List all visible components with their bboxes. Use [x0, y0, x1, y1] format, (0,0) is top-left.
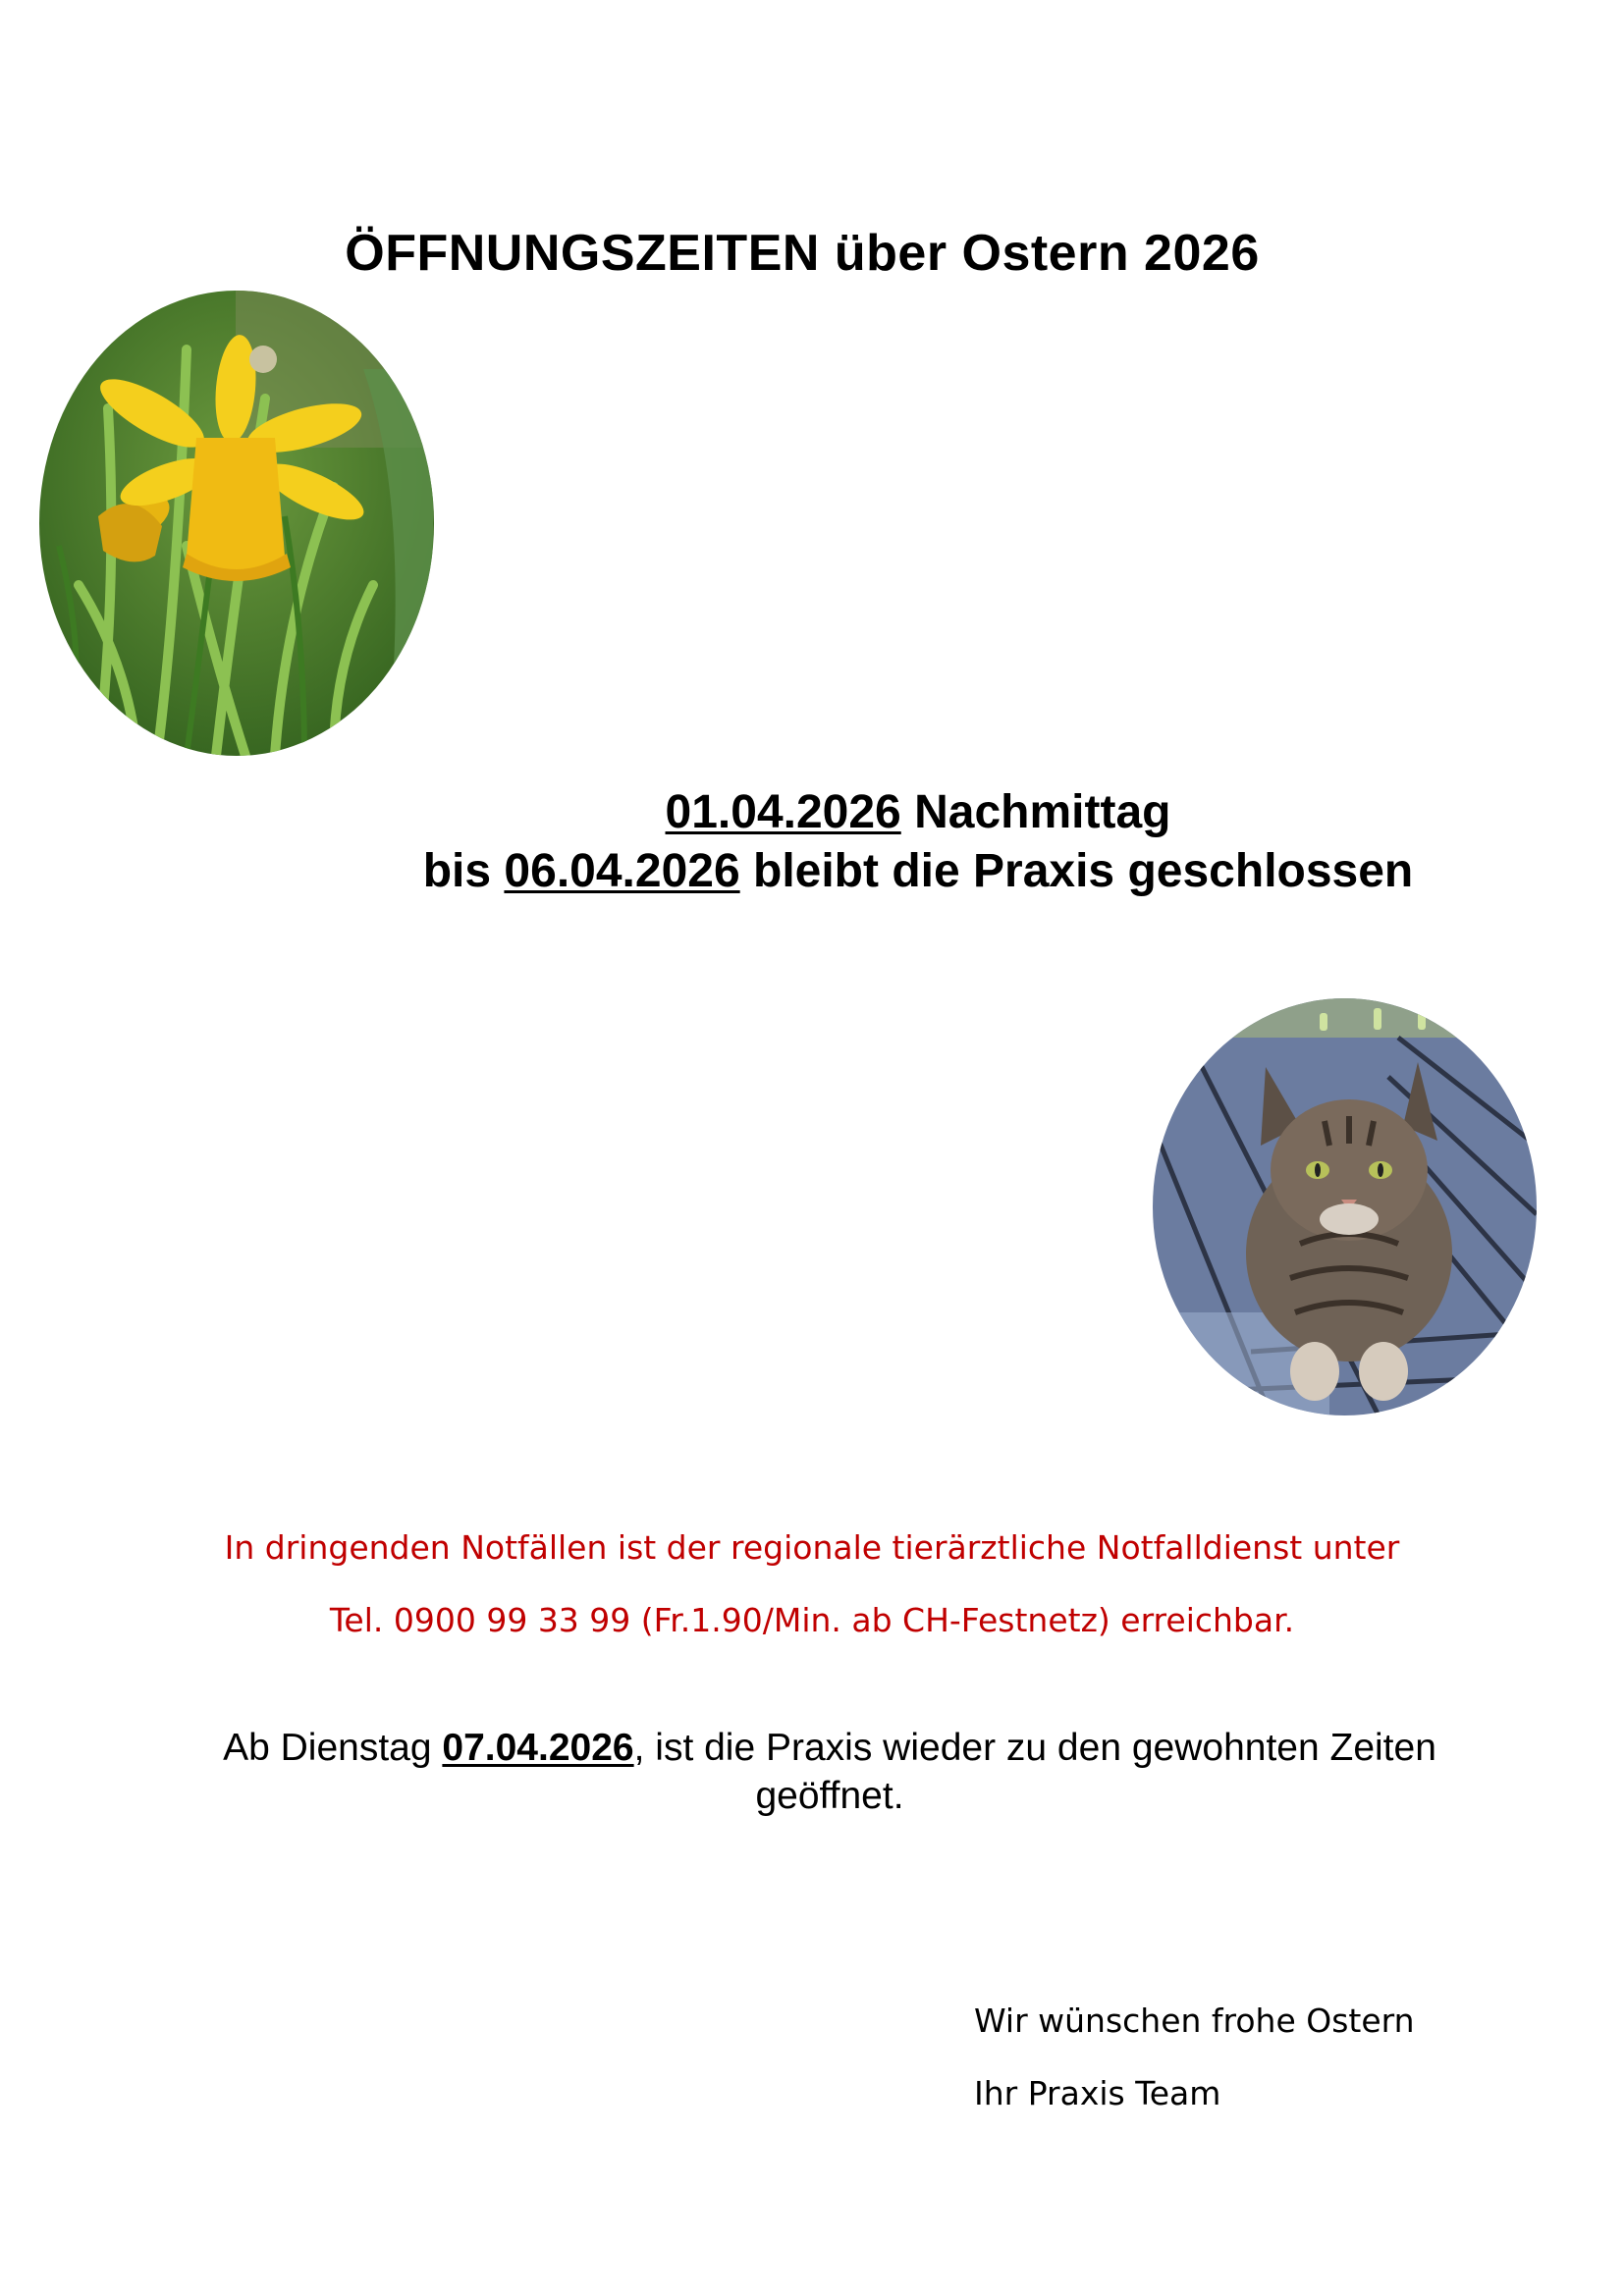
- closure-line-1-rest: Nachmittag: [900, 786, 1171, 838]
- reopen-suffix: , ist die Praxis wieder zu den gewohnten Zeiten geöffnet.: [633, 1727, 1436, 1817]
- greeting: [974, 1985, 1583, 2130]
- reopen-date: 07.04.2026: [442, 1727, 634, 1769]
- reopen-prefix: Ab Dienstag: [223, 1727, 443, 1769]
- emergency-line-1: In dringenden Notfällen ist der regionale tierärztliche Notfalldienst unter: [224, 1528, 1400, 1567]
- closure-start-date: 01.04.2026: [665, 786, 901, 838]
- closure-notice: [295, 783, 1542, 901]
- daffodil-photo: [39, 291, 434, 756]
- closure-line-2-rest: bleibt die Praxis geschlossen: [739, 845, 1414, 897]
- cat-photo: [1153, 998, 1537, 1415]
- emergency-notice: [0, 1512, 1624, 1657]
- closure-end-date: 06.04.2026: [504, 845, 740, 897]
- greeting-signature: Ihr Praxis Team: [974, 2074, 1221, 2112]
- closure-line-2: [295, 842, 1542, 901]
- emergency-phone-line: Tel. 0900 99 33 99 (Fr.1.90/Min. ab CH-Festnetz) erreichbar.: [329, 1601, 1295, 1639]
- reopen-notice: [177, 1724, 1483, 1820]
- page-title: ÖFFNUNGSZEITEN über Ostern 2026: [345, 225, 1260, 282]
- greeting-wish: Wir wünschen frohe Ostern: [974, 2002, 1415, 2040]
- closure-line-1: [295, 783, 1542, 842]
- closure-line-2-prefix: bis: [422, 845, 505, 897]
